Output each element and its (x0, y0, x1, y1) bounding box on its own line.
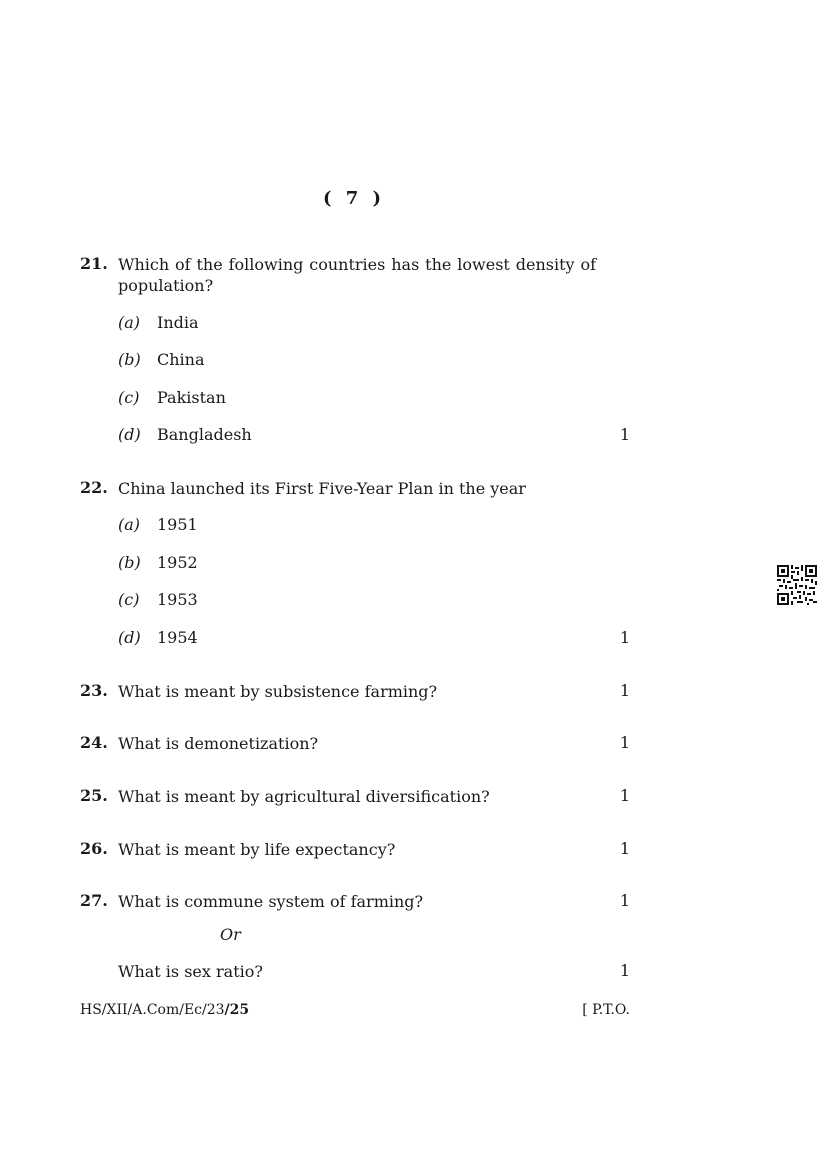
question-text: Which of the following countries has the lowest density of population? (118, 255, 596, 295)
option-label: (c) (118, 388, 140, 407)
question-number: 21. (80, 254, 108, 273)
option-label: (b) (118, 350, 141, 369)
option-text: 1953 (157, 590, 198, 609)
alternative-question-text: What is sex ratio? (118, 962, 263, 981)
question-text: What is meant by agricultural diversification? (118, 787, 490, 806)
paper-code-prefix: HS/XII/A.Com/Ec/23 (80, 1002, 225, 1018)
page-number: ( 7 ) (322, 188, 386, 209)
pto-label: [ P.T.O. (582, 1002, 630, 1018)
option-label: (a) (118, 515, 141, 534)
option-text: Bangladesh (157, 425, 252, 444)
question-text: What is meant by subsistence farming? (118, 682, 438, 701)
qr-code-icon (777, 565, 817, 605)
question-text: What is meant by life expectancy? (118, 840, 396, 859)
question-number: 23. (80, 681, 108, 700)
question-number: 22. (80, 478, 108, 497)
question-number: 24. (80, 733, 108, 752)
paper-code-suffix: /25 (224, 1002, 250, 1018)
option-label: (a) (118, 313, 141, 332)
question-number: 26. (80, 839, 108, 858)
option-text: China (157, 350, 205, 369)
option-label: (c) (118, 590, 140, 609)
question-number: 27. (80, 891, 108, 910)
marks: 1 (619, 681, 630, 700)
option-text: 1952 (157, 553, 198, 572)
question-number: 25. (80, 786, 108, 805)
marks: 1 (619, 425, 630, 444)
marks: 1 (619, 961, 630, 980)
question-text: China launched its First Five-Year Plan in the year (118, 479, 526, 498)
question-text: What is commune system of farming? (118, 892, 424, 911)
option-text: 1954 (157, 628, 198, 647)
option-label: (d) (118, 425, 141, 444)
marks: 1 (619, 891, 630, 910)
option-text: India (157, 313, 199, 332)
marks: 1 (619, 786, 630, 805)
option-text: Pakistan (157, 388, 226, 407)
marks: 1 (619, 733, 630, 752)
paper-code (80, 1002, 249, 1018)
question-text: What is demonetization? (118, 734, 319, 753)
marks: 1 (619, 628, 630, 647)
or-separator: Or (220, 925, 241, 944)
option-text: 1951 (157, 515, 198, 534)
marks: 1 (619, 839, 630, 858)
option-label: (d) (118, 628, 141, 647)
option-label: (b) (118, 553, 141, 572)
